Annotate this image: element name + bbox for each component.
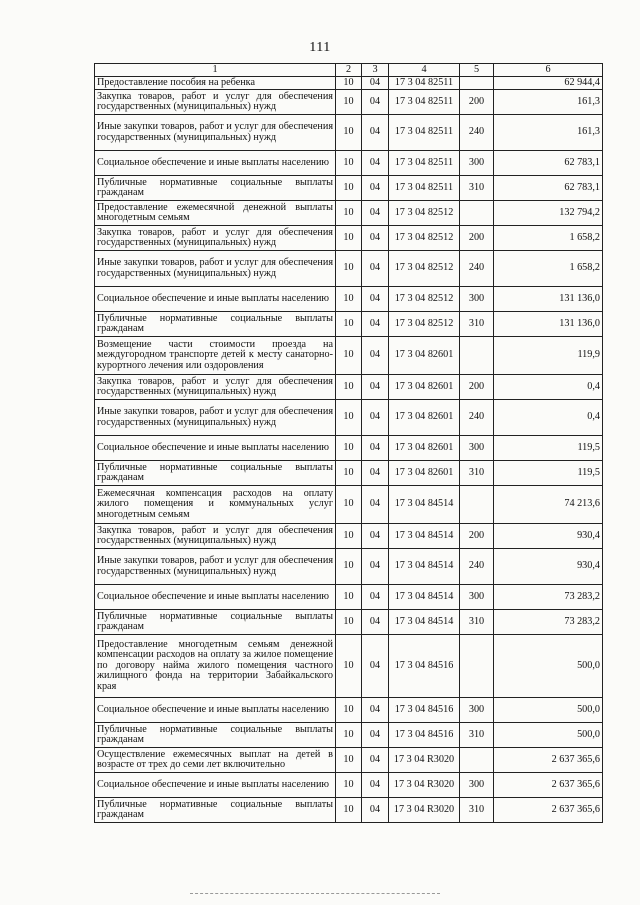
target-article-cell: 17 3 04 84516 [389, 723, 460, 748]
table-row [95, 773, 603, 798]
amount-cell: 0,4 [494, 375, 603, 400]
section-cell: 10 [336, 524, 362, 549]
table-row [95, 635, 603, 698]
row-name-cell: Осуществление ежемесячных выплат на детей в возрасте от трех до семи лет включительно [95, 748, 336, 773]
subsection-cell: 04 [362, 337, 389, 375]
header-col-6: 6 [494, 64, 603, 77]
row-name-cell: Закупка товаров, работ и услуг для обеспечения государственных (муниципальных) нужд [95, 226, 336, 251]
expense-type-cell: 310 [460, 312, 494, 337]
amount-cell: 131 136,0 [494, 312, 603, 337]
target-article-cell: 17 3 04 82511 [389, 77, 460, 90]
amount-cell: 2 637 365,6 [494, 748, 603, 773]
target-article-cell: 17 3 04 R3020 [389, 773, 460, 798]
subsection-cell: 04 [362, 115, 389, 151]
header-col-5: 5 [460, 64, 494, 77]
amount-cell: 119,5 [494, 461, 603, 486]
section-cell: 10 [336, 486, 362, 524]
row-name-cell: Публичные нормативные социальные выплаты гражданам [95, 610, 336, 635]
amount-cell: 161,3 [494, 115, 603, 151]
expense-type-cell: 300 [460, 773, 494, 798]
table-row [95, 312, 603, 337]
subsection-cell: 04 [362, 798, 389, 823]
table-row [95, 151, 603, 176]
expense-type-cell [460, 748, 494, 773]
row-name-cell: Публичные нормативные социальные выплаты гражданам [95, 176, 336, 201]
amount-cell: 119,5 [494, 436, 603, 461]
target-article-cell: 17 3 04 82511 [389, 176, 460, 201]
target-article-cell: 17 3 04 84516 [389, 698, 460, 723]
target-article-cell: 17 3 04 84514 [389, 486, 460, 524]
amount-cell: 500,0 [494, 698, 603, 723]
table-header [95, 64, 603, 77]
subsection-cell: 04 [362, 585, 389, 610]
section-cell: 10 [336, 400, 362, 436]
scan-artifact-line [190, 893, 440, 894]
section-cell: 10 [336, 312, 362, 337]
budget-table [94, 63, 603, 823]
subsection-cell: 04 [362, 375, 389, 400]
table-row [95, 115, 603, 151]
expense-type-cell: 310 [460, 461, 494, 486]
table-row [95, 610, 603, 635]
row-name-cell: Возмещение части стоимости проезда на междугородном транспорте детей к месту санаторно-курортного лечения или оздоровления [95, 337, 336, 375]
table-body [95, 77, 603, 823]
target-article-cell: 17 3 04 82511 [389, 90, 460, 115]
subsection-cell: 04 [362, 635, 389, 698]
table-row [95, 748, 603, 773]
table-row [95, 400, 603, 436]
table-row [95, 698, 603, 723]
target-article-cell: 17 3 04 R3020 [389, 748, 460, 773]
target-article-cell: 17 3 04 82512 [389, 226, 460, 251]
table-row [95, 77, 603, 90]
target-article-cell: 17 3 04 84514 [389, 610, 460, 635]
header-col-1: 1 [95, 64, 336, 77]
amount-cell: 930,4 [494, 549, 603, 585]
target-article-cell: 17 3 04 82512 [389, 251, 460, 287]
subsection-cell: 04 [362, 151, 389, 176]
amount-cell: 131 136,0 [494, 287, 603, 312]
expense-type-cell: 310 [460, 610, 494, 635]
table-row [95, 723, 603, 748]
row-name-cell: Предоставление ежемесячной денежной выплаты многодетным семьям [95, 201, 336, 226]
subsection-cell: 04 [362, 251, 389, 287]
table-row [95, 287, 603, 312]
subsection-cell: 04 [362, 201, 389, 226]
subsection-cell: 04 [362, 723, 389, 748]
expense-type-cell: 200 [460, 90, 494, 115]
target-article-cell: 17 3 04 R3020 [389, 798, 460, 823]
amount-cell: 62 783,1 [494, 176, 603, 201]
expense-type-cell: 240 [460, 549, 494, 585]
section-cell: 10 [336, 748, 362, 773]
table-row [95, 798, 603, 823]
expense-type-cell: 300 [460, 585, 494, 610]
amount-cell: 500,0 [494, 723, 603, 748]
expense-type-cell [460, 486, 494, 524]
section-cell: 10 [336, 201, 362, 226]
expense-type-cell: 300 [460, 151, 494, 176]
row-name-cell: Иные закупки товаров, работ и услуг для обеспечения государственных (муниципальных) нужд [95, 549, 336, 585]
amount-cell: 73 283,2 [494, 610, 603, 635]
subsection-cell: 04 [362, 773, 389, 798]
header-col-3: 3 [362, 64, 389, 77]
section-cell: 10 [336, 226, 362, 251]
expense-type-cell: 240 [460, 400, 494, 436]
row-name-cell: Иные закупки товаров, работ и услуг для обеспечения государственных (муниципальных) нужд [95, 115, 336, 151]
target-article-cell: 17 3 04 82601 [389, 461, 460, 486]
section-cell: 10 [336, 549, 362, 585]
table-row [95, 375, 603, 400]
target-article-cell: 17 3 04 84514 [389, 524, 460, 549]
subsection-cell: 04 [362, 176, 389, 201]
subsection-cell: 04 [362, 486, 389, 524]
expense-type-cell [460, 77, 494, 90]
amount-cell: 73 283,2 [494, 585, 603, 610]
row-name-cell: Публичные нормативные социальные выплаты гражданам [95, 312, 336, 337]
subsection-cell: 04 [362, 436, 389, 461]
expense-type-cell: 200 [460, 375, 494, 400]
section-cell: 10 [336, 635, 362, 698]
amount-cell: 161,3 [494, 90, 603, 115]
section-cell: 10 [336, 337, 362, 375]
target-article-cell: 17 3 04 82601 [389, 400, 460, 436]
section-cell: 10 [336, 610, 362, 635]
expense-type-cell [460, 201, 494, 226]
row-name-cell: Публичные нормативные социальные выплаты гражданам [95, 798, 336, 823]
row-name-cell: Социальное обеспечение и иные выплаты населению [95, 773, 336, 798]
target-article-cell: 17 3 04 84514 [389, 549, 460, 585]
expense-type-cell: 200 [460, 226, 494, 251]
subsection-cell: 04 [362, 461, 389, 486]
row-name-cell: Социальное обеспечение и иные выплаты населению [95, 698, 336, 723]
amount-cell: 119,9 [494, 337, 603, 375]
target-article-cell: 17 3 04 82512 [389, 201, 460, 226]
section-cell: 10 [336, 115, 362, 151]
row-name-cell: Закупка товаров, работ и услуг для обеспечения государственных (муниципальных) нужд [95, 524, 336, 549]
row-name-cell: Социальное обеспечение и иные выплаты населению [95, 151, 336, 176]
header-col-4: 4 [389, 64, 460, 77]
table-row [95, 337, 603, 375]
subsection-cell: 04 [362, 610, 389, 635]
section-cell: 10 [336, 773, 362, 798]
amount-cell: 62 783,1 [494, 151, 603, 176]
table-row [95, 436, 603, 461]
header-col-2: 2 [336, 64, 362, 77]
expense-type-cell: 240 [460, 115, 494, 151]
section-cell: 10 [336, 176, 362, 201]
section-cell: 10 [336, 151, 362, 176]
target-article-cell: 17 3 04 82511 [389, 115, 460, 151]
expense-type-cell: 310 [460, 798, 494, 823]
row-name-cell: Публичные нормативные социальные выплаты гражданам [95, 461, 336, 486]
table-row [95, 226, 603, 251]
section-cell: 10 [336, 585, 362, 610]
target-article-cell: 17 3 04 82511 [389, 151, 460, 176]
subsection-cell: 04 [362, 226, 389, 251]
target-article-cell: 17 3 04 82512 [389, 287, 460, 312]
expense-type-cell: 300 [460, 698, 494, 723]
table-row [95, 461, 603, 486]
row-name-cell: Предоставление многодетным семьям денежной компенсации расходов на оплату за жилое помещение по договору найма жилого помещения частного жилищного фонда на территории Забайкальского края [95, 635, 336, 698]
amount-cell: 500,0 [494, 635, 603, 698]
subsection-cell: 04 [362, 698, 389, 723]
subsection-cell: 04 [362, 549, 389, 585]
subsection-cell: 04 [362, 400, 389, 436]
section-cell: 10 [336, 723, 362, 748]
section-cell: 10 [336, 461, 362, 486]
expense-type-cell [460, 635, 494, 698]
amount-cell: 74 213,6 [494, 486, 603, 524]
table-row [95, 585, 603, 610]
amount-cell: 0,4 [494, 400, 603, 436]
table-row [95, 251, 603, 287]
amount-cell: 2 637 365,6 [494, 773, 603, 798]
amount-cell: 1 658,2 [494, 251, 603, 287]
expense-type-cell: 310 [460, 176, 494, 201]
subsection-cell: 04 [362, 77, 389, 90]
section-cell: 10 [336, 698, 362, 723]
expense-type-cell: 300 [460, 436, 494, 461]
target-article-cell: 17 3 04 82601 [389, 436, 460, 461]
section-cell: 10 [336, 77, 362, 90]
target-article-cell: 17 3 04 84514 [389, 585, 460, 610]
row-name-cell: Социальное обеспечение и иные выплаты населению [95, 436, 336, 461]
amount-cell: 1 658,2 [494, 226, 603, 251]
target-article-cell: 17 3 04 84516 [389, 635, 460, 698]
subsection-cell: 04 [362, 524, 389, 549]
row-name-cell: Закупка товаров, работ и услуг для обеспечения государственных (муниципальных) нужд [95, 375, 336, 400]
section-cell: 10 [336, 90, 362, 115]
table-row [95, 176, 603, 201]
expense-type-cell: 310 [460, 723, 494, 748]
expense-type-cell: 200 [460, 524, 494, 549]
row-name-cell: Социальное обеспечение и иные выплаты населению [95, 585, 336, 610]
amount-cell: 930,4 [494, 524, 603, 549]
row-name-cell: Предоставление пособия на ребенка [95, 77, 336, 90]
target-article-cell: 17 3 04 82601 [389, 375, 460, 400]
row-name-cell: Иные закупки товаров, работ и услуг для обеспечения государственных (муниципальных) нужд [95, 400, 336, 436]
amount-cell: 62 944,4 [494, 77, 603, 90]
target-article-cell: 17 3 04 82601 [389, 337, 460, 375]
table-row [95, 201, 603, 226]
table-row [95, 90, 603, 115]
amount-cell: 132 794,2 [494, 201, 603, 226]
page-number: 111 [309, 40, 331, 55]
table-row [95, 549, 603, 585]
header-row [95, 64, 603, 77]
expense-type-cell: 300 [460, 287, 494, 312]
section-cell: 10 [336, 798, 362, 823]
subsection-cell: 04 [362, 748, 389, 773]
section-cell: 10 [336, 251, 362, 287]
amount-cell: 2 637 365,6 [494, 798, 603, 823]
row-name-cell: Закупка товаров, работ и услуг для обеспечения государственных (муниципальных) нужд [95, 90, 336, 115]
table-row [95, 486, 603, 524]
target-article-cell: 17 3 04 82512 [389, 312, 460, 337]
subsection-cell: 04 [362, 90, 389, 115]
section-cell: 10 [336, 287, 362, 312]
row-name-cell: Ежемесячная компенсация расходов на оплату жилого помещения и коммунальных услуг многодетным семьям [95, 486, 336, 524]
subsection-cell: 04 [362, 287, 389, 312]
subsection-cell: 04 [362, 312, 389, 337]
row-name-cell: Социальное обеспечение и иные выплаты населению [95, 287, 336, 312]
section-cell: 10 [336, 375, 362, 400]
expense-type-cell: 240 [460, 251, 494, 287]
section-cell: 10 [336, 436, 362, 461]
row-name-cell: Публичные нормативные социальные выплаты гражданам [95, 723, 336, 748]
table-row [95, 524, 603, 549]
row-name-cell: Иные закупки товаров, работ и услуг для обеспечения государственных (муниципальных) нужд [95, 251, 336, 287]
expense-type-cell [460, 337, 494, 375]
